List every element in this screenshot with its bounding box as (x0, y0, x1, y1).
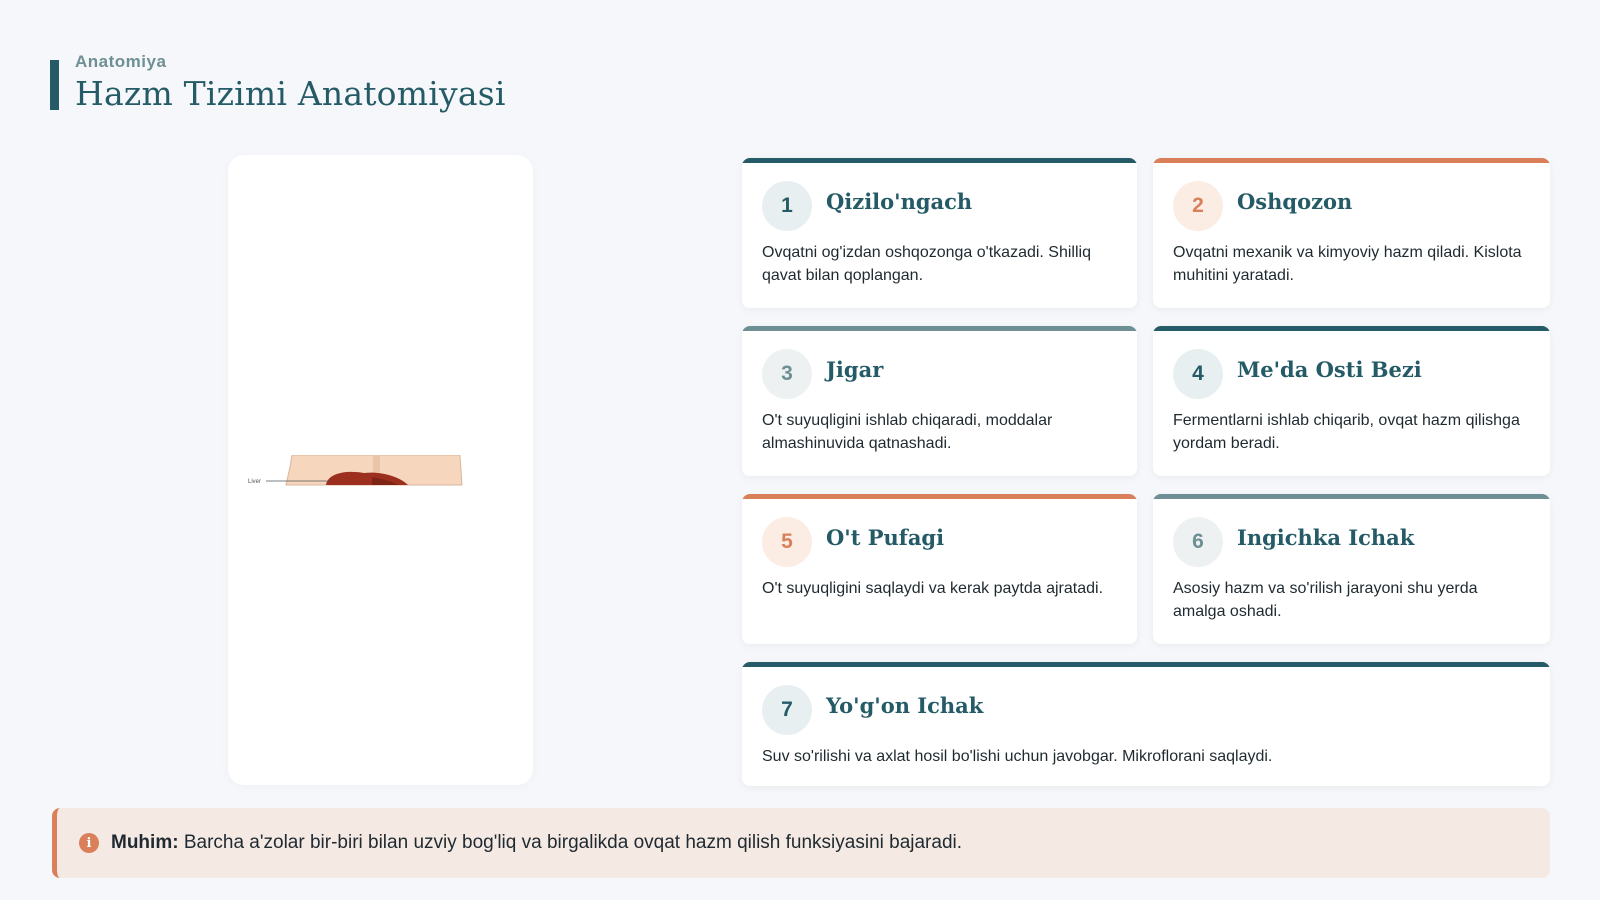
card-title: O't Pufagi (826, 525, 945, 550)
note-label: Muhim: (111, 832, 179, 853)
card-accent-bar (1153, 494, 1550, 499)
section-eyebrow: Anatomiya (75, 52, 167, 71)
card-description: Ovqatni og'izdan oshqozonga o'tkazadi. Shilliq qavat bilan qoplangan. (762, 244, 1091, 284)
card-number: 6 (1173, 517, 1223, 567)
card-number: 3 (762, 349, 812, 399)
card-title: Jigar (826, 357, 884, 382)
organ-card-liver (742, 326, 1137, 476)
organ-card-small-intestine (1153, 494, 1550, 644)
card-accent-bar (1153, 326, 1550, 331)
note-text (111, 832, 962, 854)
card-title: Ingichka Ichak (1237, 525, 1415, 550)
card-number: 2 (1173, 181, 1223, 231)
page-title: Hazm Tizimi Anatomiyasi (75, 74, 506, 113)
info-icon: i (79, 833, 99, 853)
card-number: 1 (762, 181, 812, 231)
liver-label: Liver (248, 479, 262, 485)
card-title: Oshqozon (1237, 189, 1353, 214)
note-body: Barcha a'zolar bir-biri bilan uzviy bog'liq va birgalikda ovqat hazm qilish funksiyasini bajaradi. (178, 832, 963, 853)
card-description: Suv so'rilishi va axlat hosil bo'lishi uchun javobgar. Mikroflorani saqlaydi. (762, 748, 1273, 765)
card-title: Qizilo'ngach (826, 189, 973, 214)
card-number: 5 (762, 517, 812, 567)
organ-card-pancreas (1153, 326, 1550, 476)
card-description: Ovqatni mexanik va kimyoviy hazm qiladi. Kislota muhitini yaratadi. (1173, 244, 1522, 284)
card-description: O't suyuqligini ishlab chiqaradi, moddalar almashinuvida qatnashadi. (762, 412, 1053, 452)
card-title: Yo'g'on Ichak (826, 693, 984, 718)
anatomy-image-panel (228, 155, 533, 785)
card-title: Me'da Osti Bezi (1237, 357, 1422, 382)
card-description: Fermentlarni ishlab chiqarib, ovqat hazm qilishga yordam beradi. (1173, 412, 1520, 452)
liver-illustration-icon (248, 455, 488, 500)
card-accent-bar (742, 158, 1137, 163)
organ-card-gallbladder (742, 494, 1137, 644)
card-accent-bar (742, 494, 1137, 499)
card-accent-bar (1153, 158, 1550, 163)
card-description: Asosiy hazm va so'rilish jarayoni shu yerda amalga oshadi. (1173, 580, 1478, 620)
important-note (52, 808, 1550, 878)
header-accent-bar (50, 60, 59, 110)
card-description: O't suyuqligini saqlaydi va kerak paytda ajratadi. (762, 580, 1104, 597)
card-number: 7 (762, 685, 812, 735)
organ-card-large-intestine (742, 662, 1550, 786)
card-accent-bar (742, 326, 1137, 331)
organ-card-esophagus (742, 158, 1137, 308)
card-accent-bar (742, 662, 1550, 667)
card-number: 4 (1173, 349, 1223, 399)
organ-card-stomach (1153, 158, 1550, 308)
